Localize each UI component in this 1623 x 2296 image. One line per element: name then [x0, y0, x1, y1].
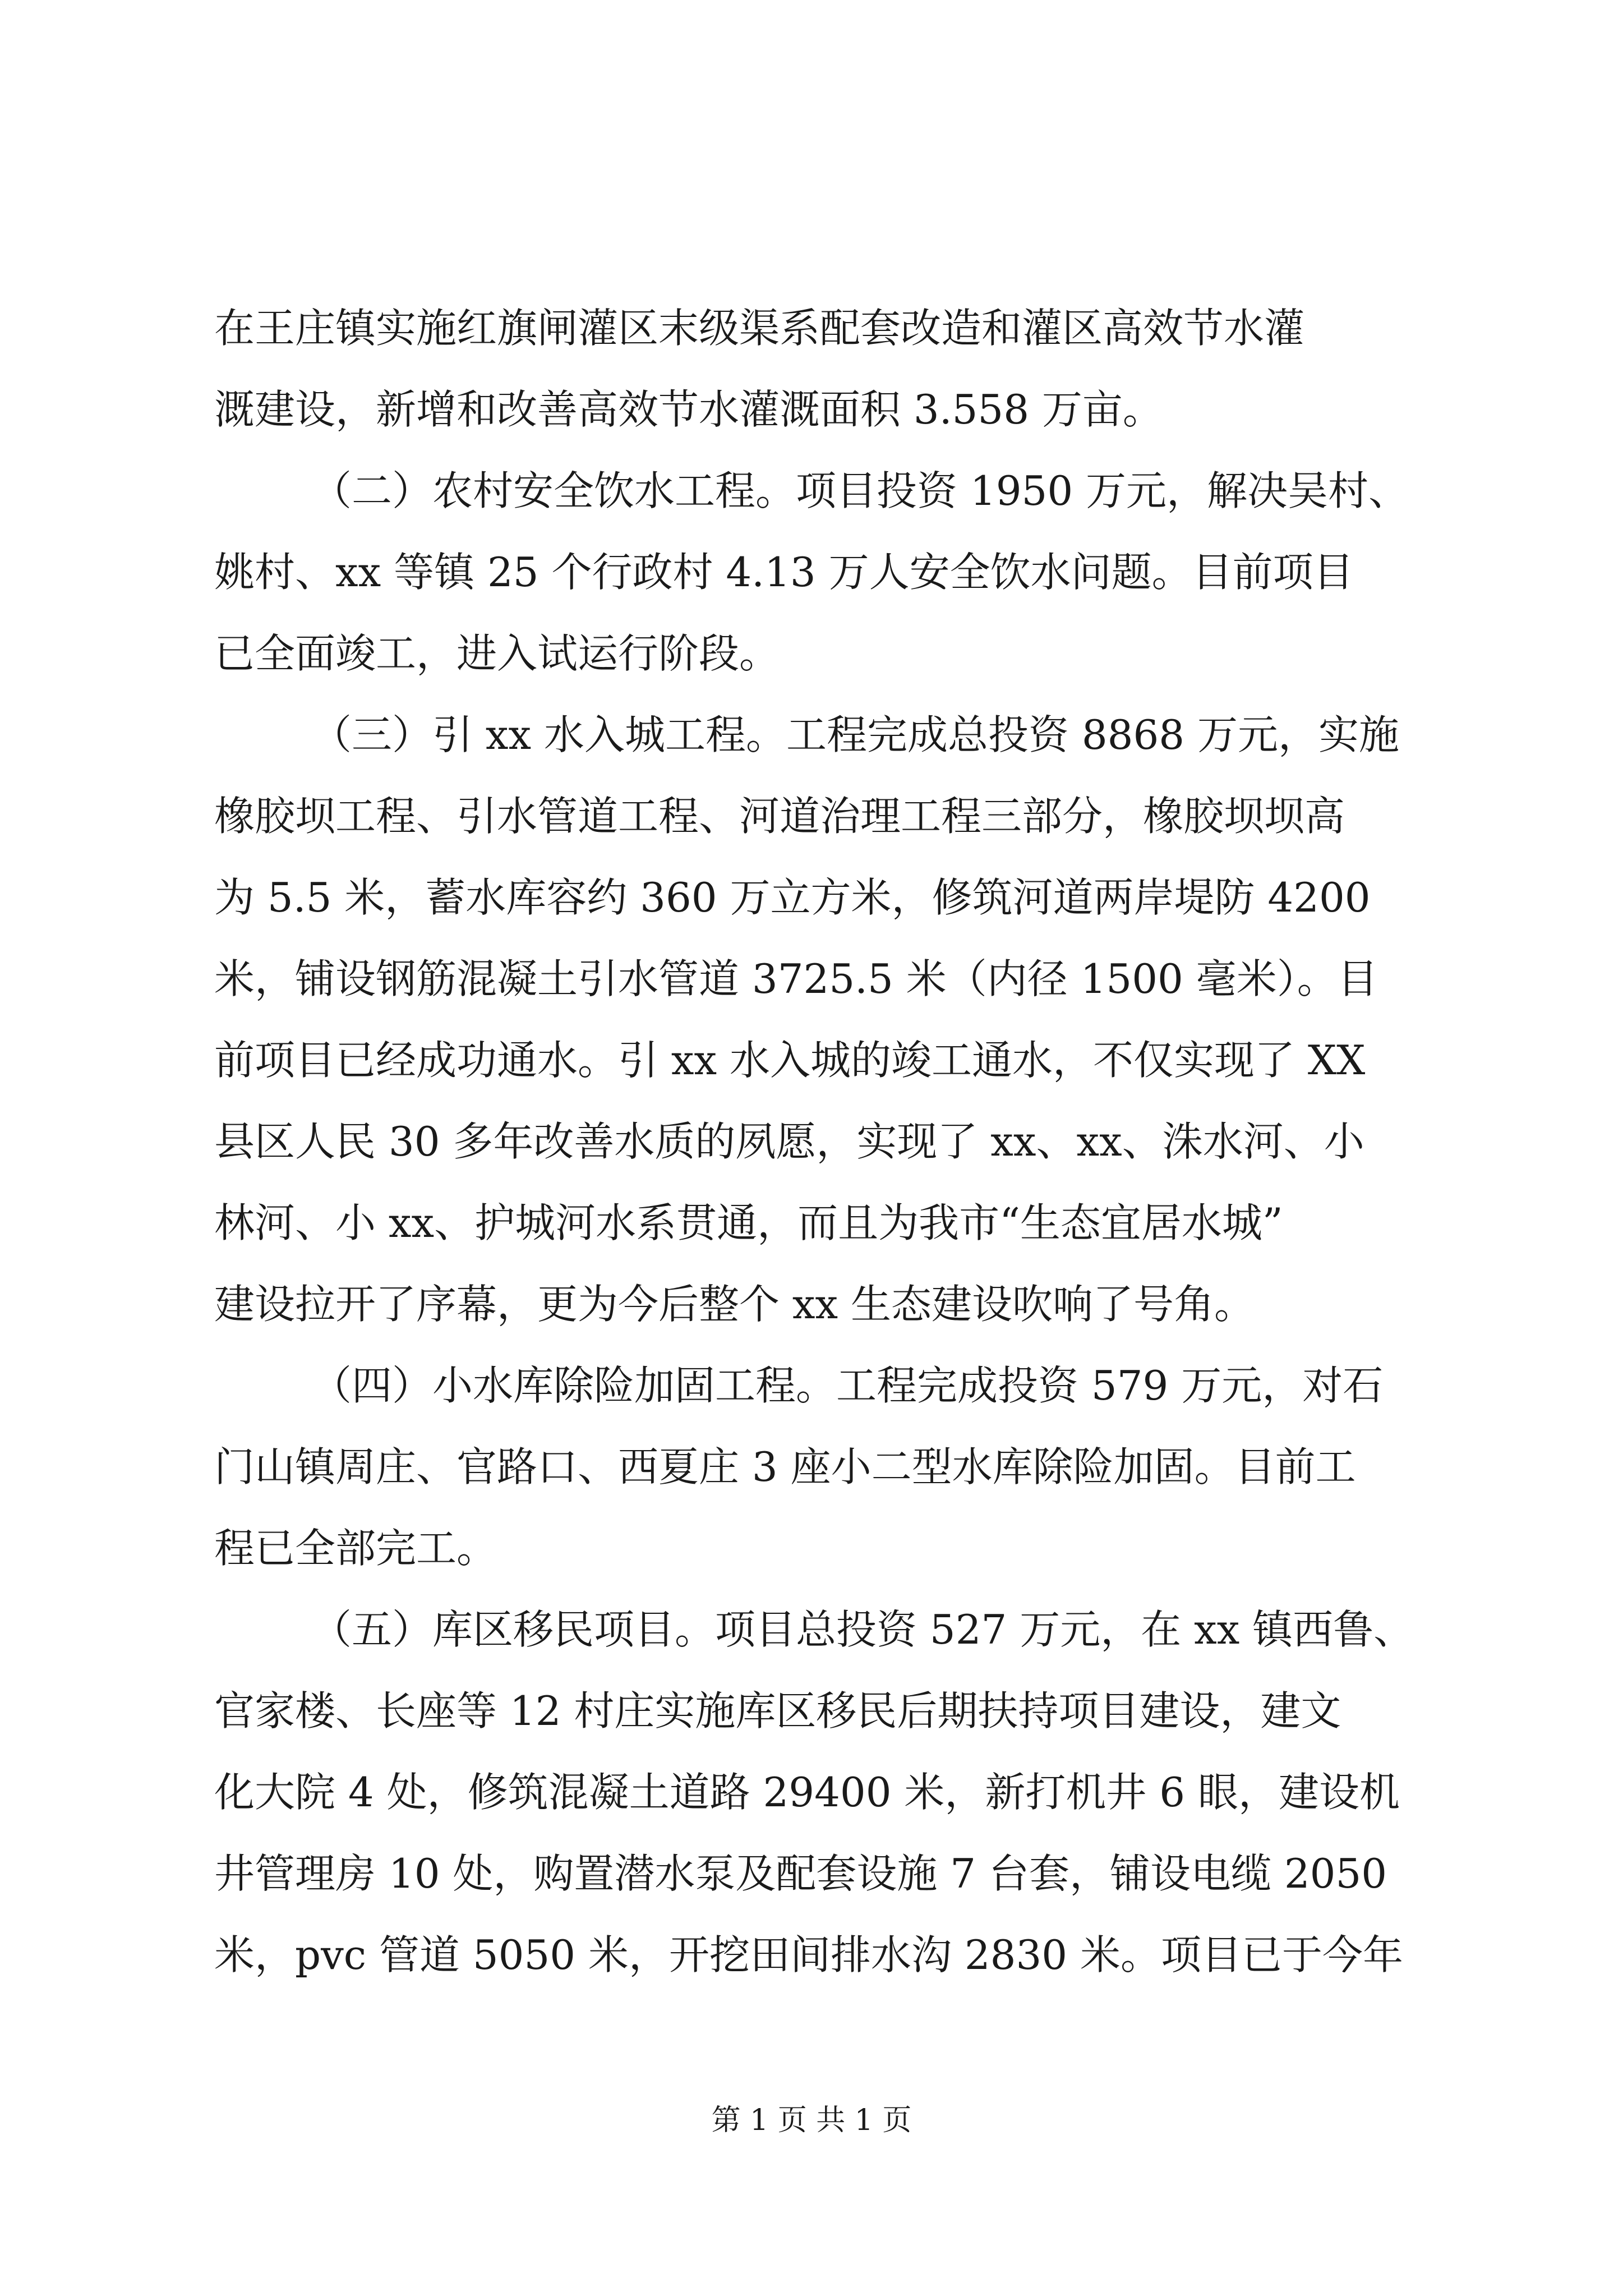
- page-number-footer: 第 1 页 共 1 页: [711, 2104, 912, 2137]
- text-line: （二）农村安全饮水工程。项目投资 1950 万元，解决吴村、: [311, 467, 1409, 514]
- text-line: 为 5.5 米，蓄水库容约 360 万立方米，修筑河道两岸堤防 4200: [214, 874, 1371, 921]
- text-line: 已全面竣工，进入试运行阶段。: [214, 630, 780, 677]
- text-line: （五）库区移民项目。项目总投资 527 万元，在 xx 镇西鲁、: [311, 1606, 1414, 1653]
- text-line: 林河、小 xx、护城河水系贯通，而且为我市“生态宜居水城”: [214, 1199, 1283, 1246]
- text-line: 米，pvc 管道 5050 米，开挖田间排水沟 2830 米。项目已于今年: [214, 1931, 1403, 1978]
- text-line: 橡胶坝工程、引水管道工程、河道治理工程三部分，橡胶坝坝高: [214, 793, 1345, 840]
- text-line: 井管理房 10 处，购置潜水泵及配套设施 7 台套，铺设电缆 2050: [214, 1850, 1387, 1897]
- text-line: 化大院 4 处，修筑混凝土道路 29400 米，新打机井 6 眼，建设机: [214, 1769, 1400, 1816]
- text-line: 在王庄镇实施红旗闸灌区末级渠系配套改造和灌区高效节水灌: [214, 305, 1305, 352]
- text-line: 建设拉开了序幕，更为今后整个 xx 生态建设吹响了号角。: [214, 1281, 1255, 1328]
- text-line: 县区人民 30 多年改善水质的夙愿，实现了 xx、xx、洙水河、小: [214, 1118, 1364, 1165]
- text-line: 门山镇周庄、官路口、西夏庄 3 座小二型水库除险加固。目前工: [214, 1443, 1356, 1490]
- text-line: （四）小水库除险加固工程。工程完成投资 579 万元，对石: [311, 1362, 1384, 1409]
- text-line: 程已全部完工。: [214, 1525, 497, 1572]
- text-line: 姚村、xx 等镇 25 个行政村 4.13 万人安全饮水问题。目前项目: [214, 549, 1354, 596]
- text-line: 官家楼、长座等 12 村庄实施库区移民后期扶持项目建设，建文: [214, 1687, 1341, 1734]
- text-line: 溉建设，新增和改善高效节水灌溉面积 3.558 万亩。: [214, 386, 1163, 433]
- text-line: 米，铺设钢筋混凝土引水管道 3725.5 米（内径 1500 毫米）。目: [214, 955, 1378, 1002]
- text-line: 前项目已经成功通水。引 xx 水入城的竣工通水，不仅实现了 XX: [214, 1037, 1366, 1084]
- text-line: （三）引 xx 水入城工程。工程完成总投资 8868 万元，实施: [311, 711, 1399, 758]
